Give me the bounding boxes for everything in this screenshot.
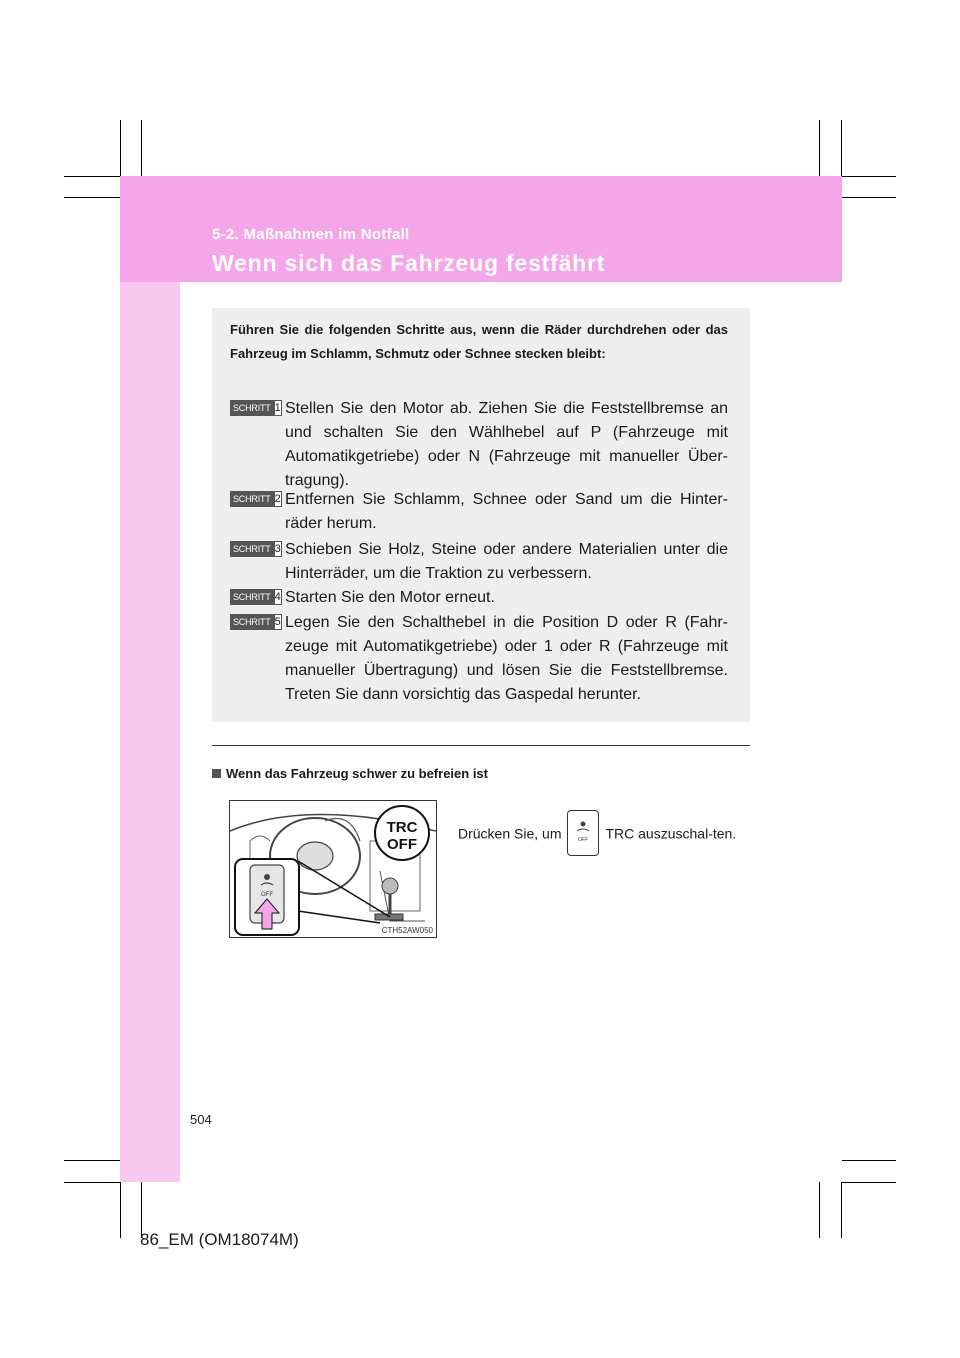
subsection-heading	[212, 766, 488, 781]
step-2	[230, 488, 728, 536]
figure-code: CTH52AW050	[381, 926, 433, 935]
step-badge-label: SCHRITT	[230, 589, 274, 605]
intro-text: Führen Sie die folgenden Schritte aus, wenn die Räder durchdrehen oder das Fahrzeug im Schlamm, Schmutz oder Schnee stecken bleibt:	[230, 322, 728, 361]
divider	[212, 745, 750, 746]
step-badge-label: SCHRITT	[230, 400, 274, 416]
dashboard-drawing	[230, 801, 436, 937]
crop-mark	[64, 1182, 120, 1183]
crop-mark	[842, 176, 896, 177]
step-text: Legen Sie den Schalthebel in die Position D oder R (Fahr-zeuge mit Automatikgetriebe) oder 1 oder R (Fahrzeuge mit manueller Übertragung) und lösen Sie die Feststellbremse. Treten Sie dann vorsichtig das Gaspedal herunter.	[285, 614, 728, 703]
instruction-text-after: TRC auszuschal-ten.	[605, 825, 737, 842]
step-badge	[230, 589, 280, 605]
step-badge	[230, 614, 280, 630]
step-badge	[230, 541, 280, 557]
step-5	[230, 611, 728, 707]
step-3	[230, 538, 728, 586]
step-4	[230, 586, 728, 610]
crop-mark	[120, 1182, 121, 1238]
step-badge-number: 5	[274, 616, 281, 628]
step-text: Starten Sie den Motor erneut.	[285, 589, 495, 606]
crop-mark	[819, 120, 820, 176]
crop-mark	[141, 120, 142, 176]
step-badge-number: 1	[274, 402, 281, 414]
margin-strip	[120, 282, 180, 1182]
step-badge-label: SCHRITT	[230, 541, 274, 557]
dashboard-illustration	[229, 800, 437, 938]
subsection-heading-text: Wenn das Fahrzeug schwer zu befreien ist	[226, 766, 488, 781]
page-number: 504	[190, 1112, 212, 1127]
figure-label-trc: TRC	[386, 819, 418, 836]
step-badge-label: SCHRITT	[230, 614, 274, 630]
bullet-square-icon	[212, 769, 221, 778]
step-text: Schieben Sie Holz, Steine oder andere Materialien unter die Hinterräder, um die Traktion zu verbessern.	[285, 541, 728, 582]
section-label: 5-2. Maßnahmen im Notfall	[212, 226, 410, 243]
step-badge-number: 3	[274, 543, 281, 555]
crop-mark	[64, 197, 120, 198]
trc-off-button-label: OFF	[578, 837, 589, 843]
step-badge-number: 2	[274, 493, 281, 505]
crop-mark	[120, 120, 121, 176]
step-badge-number: 4	[274, 591, 281, 603]
crop-mark	[819, 1182, 820, 1238]
page-title: Wenn sich das Fahrzeug festfährt	[212, 250, 606, 276]
crop-mark	[841, 120, 842, 176]
crop-mark	[842, 1182, 896, 1183]
crop-mark	[64, 1160, 120, 1161]
instruction-text	[458, 812, 750, 858]
step-text: Stellen Sie den Motor ab. Ziehen Sie die Feststellbremse an und schalten Sie den Wählhebel auf P (Fahrzeuge mit Automatikgetriebe) oder N (Fahrzeuge mit manueller Über-tragung).	[285, 400, 728, 489]
step-badge-label: SCHRITT	[230, 491, 274, 507]
instruction-text-before: Drücken Sie, um	[458, 825, 562, 842]
button-off-label: OFF	[261, 892, 273, 898]
figure-label-off: OFF	[387, 836, 417, 853]
step-text: Entfernen Sie Schlamm, Schnee oder Sand um die Hinter-räder herum.	[285, 491, 728, 532]
crop-mark	[842, 197, 896, 198]
document-code: 86_EM (OM18074M)	[140, 1230, 299, 1249]
trc-off-button-icon	[567, 810, 599, 856]
step-1	[230, 397, 728, 493]
crop-mark	[841, 1182, 842, 1238]
step-badge	[230, 491, 280, 507]
crop-mark	[842, 1160, 896, 1161]
step-badge	[230, 400, 280, 416]
crop-mark	[64, 176, 120, 177]
